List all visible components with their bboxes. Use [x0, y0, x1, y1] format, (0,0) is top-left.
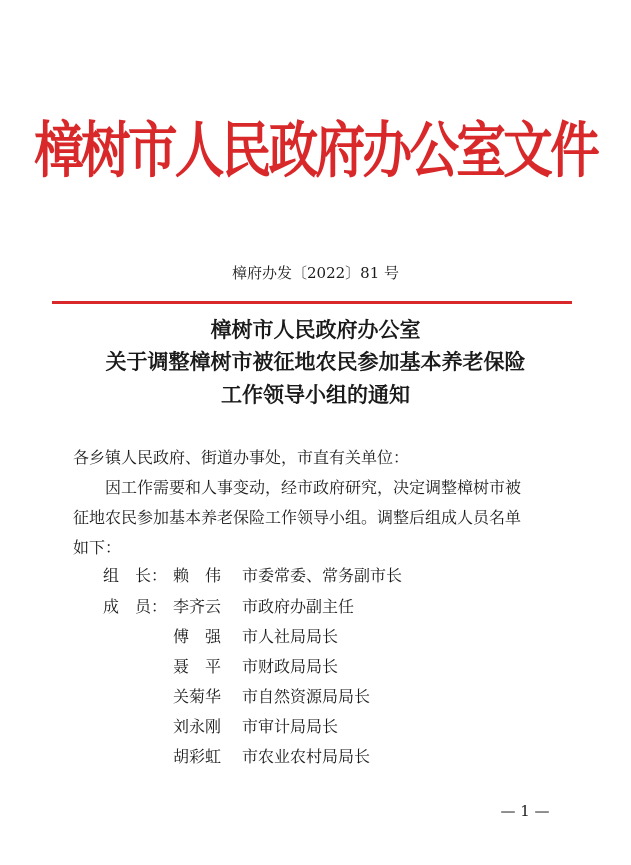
member-position: 市农业农村局局长: [242, 747, 371, 766]
member-position: 市政府办副主任: [242, 597, 355, 616]
member-position: 市委常委、常务副市长: [242, 566, 403, 585]
member-name: 李齐云: [173, 597, 222, 616]
title-line-3: 工作领导小组的通知: [221, 382, 410, 407]
addressee: 各乡镇人民政府、街道办事处，市直有关单位：: [73, 448, 410, 467]
member-position: 市人社局局长: [242, 627, 339, 646]
member-name: 关菊华: [173, 687, 222, 706]
member-position: 市自然资源局局长: [242, 687, 371, 706]
page-number: — 1 —: [500, 802, 550, 820]
member-name: 傅 强: [173, 627, 222, 646]
member-name: 赖 伟: [173, 566, 222, 585]
red-masthead: 樟树市人民政府办公室文件: [33, 115, 598, 186]
red-divider-line: [52, 301, 572, 304]
paragraph-line-1: 因工作需要和人事变动，经市政府研究，决定调整樟树市被: [105, 478, 522, 497]
member-position: 市审计局局长: [242, 717, 339, 736]
title-line-1: 樟树市人民政府办公室: [210, 317, 421, 342]
member-name: 聂 平: [173, 657, 222, 676]
member-name: 胡彩虹: [173, 747, 222, 766]
member-name: 刘永刚: [173, 717, 222, 736]
title-line-2: 关于调整樟树市被征地农民参加基本养老保险: [105, 349, 526, 374]
document-number: 樟府办发〔2022〕81 号: [231, 264, 400, 282]
member-position: 市财政局局长: [242, 657, 339, 676]
member-role: 成 员：: [103, 597, 168, 616]
paragraph-line-2: 征地农民参加基本养老保险工作领导小组。调整后组成人员名单: [73, 508, 522, 527]
member-role: 组 长：: [103, 566, 168, 585]
paragraph-line-3: 如下：: [73, 538, 122, 557]
